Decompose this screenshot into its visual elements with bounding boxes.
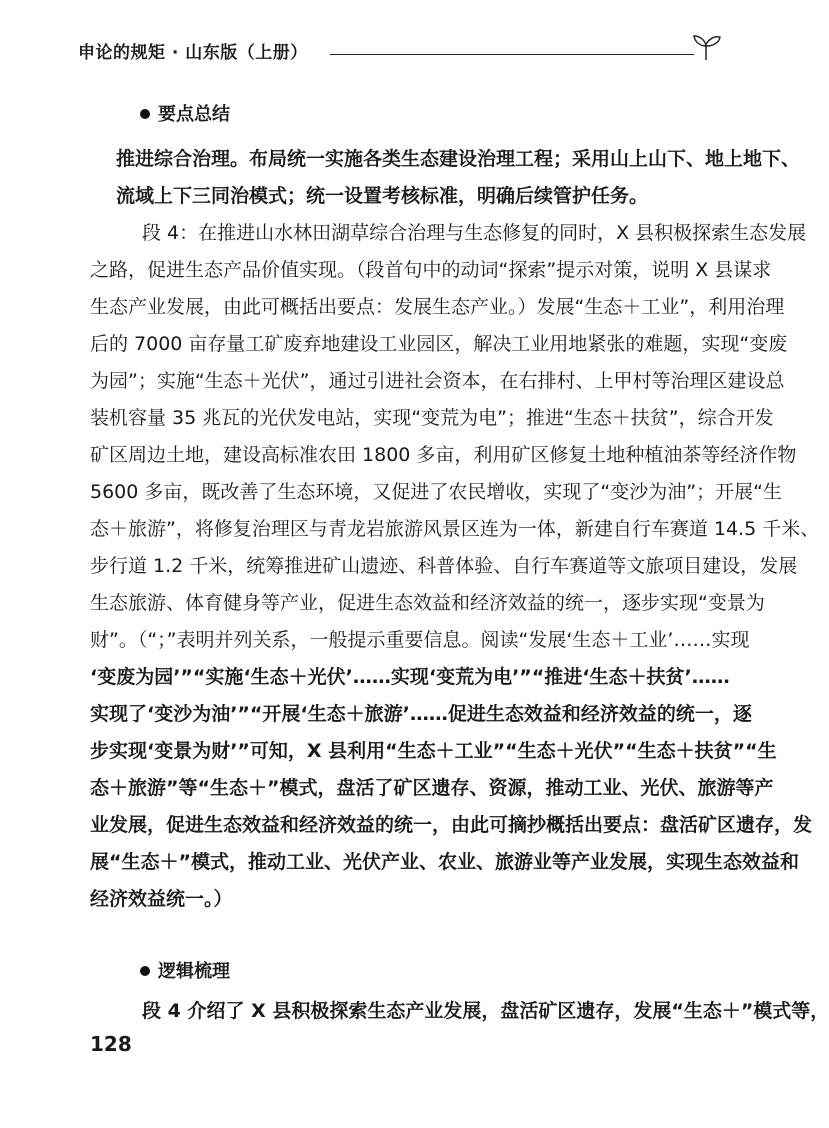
summary-line: 流域上下三同治模式；统一设置考核标准，明确后续管护任务。 [116,185,649,207]
paragraph-line: 矿区周边土地，建设高标准农田 1800 多亩，利用矿区修复土地种植油茶等经济作物 [90,444,797,466]
paragraph-line: ‘变废为园’”“实施‘生态＋光伏’……实现‘变荒为电’”“推进‘生态＋扶贫’…… [90,666,730,688]
bullet-icon [140,966,150,976]
running-header [78,32,722,66]
book-title: 申论的规矩 · 山东版（上册） [78,43,308,63]
paragraph-line: 装机容量 35 兆瓦的光伏发电站，实现“变荒为电”；推进“生态＋扶贫”，综合开发 [90,407,774,429]
paragraph-line: 步行道 1.2 千米，统筹推进矿山遗迹、科普体验、自行车赛道等文旅项目建设，发展 [90,555,798,577]
paragraph-line: 生态产业发展，由此可概括出要点：发展生态产业。）发展“生态＋工业”，利用治理 [90,296,785,318]
paragraph-line: 之路，促进生态产品价值实现。（段首句中的动词“探索”提示对策，说明 X 县谋求 [90,259,772,281]
paragraph-line: 业发展，促进生态效益和经济效益的统一，由此可摘抄概括出要点：盘活矿区遗存，发 [90,814,813,836]
bullet-icon [140,109,150,119]
paragraph-line: 为园”；实施“生态＋光伏”，通过引进社会资本，在右排村、上甲村等治理区建设总 [90,370,785,392]
paragraph-line: 财”。（“；”表明并列关系，一般提示重要信息。阅读“发展‘生态＋工业’……实现 [90,629,750,651]
section-heading-summary: 要点总结 [140,100,230,130]
paragraph-line: 段 4：在推进山水林田湖草综合治理与生态修复的同时，X 县积极探索生态发展 [142,222,807,244]
page-number: 128 [90,1032,132,1056]
header-rule [330,54,694,55]
paragraph-line: 实现了‘变沙为油’”“开展‘生态＋旅游’……促进生态效益和经济效益的统一，逐 [90,703,752,725]
paragraph-line: 后的 7000 亩存量工矿废弃地建设工业园区，解决工业用地紧张的难题，实现“变废 [90,333,788,355]
paragraph-line: 生态旅游、体育健身等产业，促进生态效益和经济效益的统一，逐步实现“变景为 [90,592,765,614]
section-heading-logic: 逻辑梳理 [140,957,230,987]
logic-line: 段 4 介绍了 X 县积极探索生态产业发展，盘活矿区遗存，发展“生态＋”模式等， [142,1000,829,1022]
paragraph-line: 经济效益统一。） [90,888,233,910]
summary-line: 推进综合治理。布局统一实施各类生态建设治理工程；采用山上山下、地上地下、 [116,148,801,170]
paragraph-line: 态＋旅游”等“生态＋”模式，盘活了矿区遗存、资源，推动工业、光伏、旅游等产 [90,777,774,799]
paragraph-line: 步实现‘变景为财’”可知，X 县利用“生态＋工业”“生态＋光伏”“生态＋扶贫”“生 [90,740,777,762]
sprout-icon [690,32,722,62]
paragraph-line: 态＋旅游”，将修复治理区与青龙岩旅游风景区连为一体，新建自行车赛道 14.5 千米、 [90,518,820,540]
paragraph-line: 5600 多亩，既改善了生态环境，又促进了农民增收，实现了“变沙为油”；开展“生 [90,481,782,503]
paragraph-line: 展“生态＋”模式，推动工业、光伏产业、农业、旅游业等产业发展，实现生态效益和 [90,851,799,873]
